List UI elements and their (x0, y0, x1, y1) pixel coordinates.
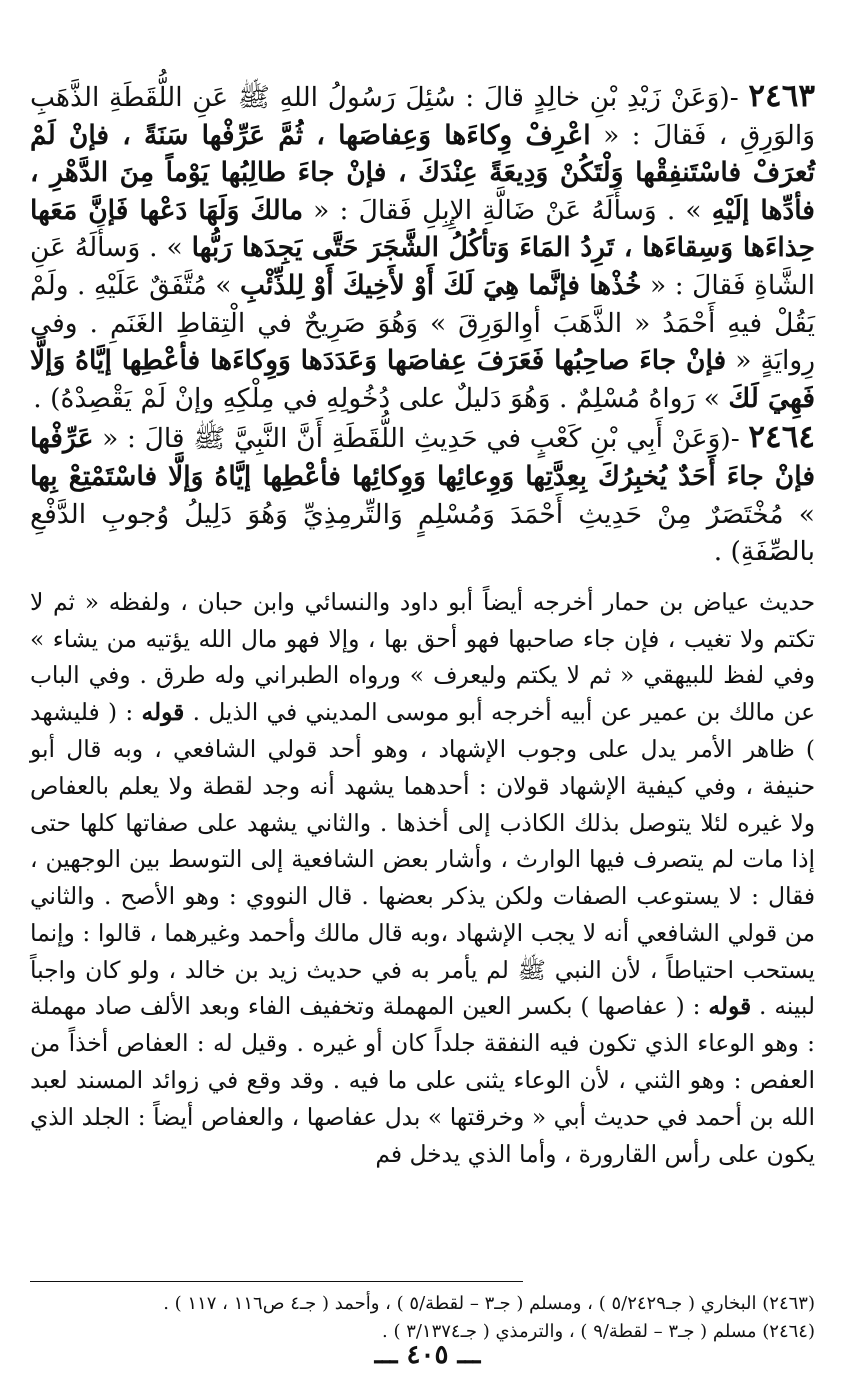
footnote-2463: (٢٤٦٣) البخاري ( جـ٥/٢٤٢٩ ) ، ومسلم ( جـ٣ – لقطة/٥ ) ، وأحمد ( جـ٤ ص١١٦ ، ١١٧ ) . (163, 1293, 815, 1314)
commentary-text: : ( فليشهد ) ظاهر الأمر يدل على وجوب الإشهاد ، وهو أحد قولي الشافعي ، وبه قال أبو حنيفة ، وفي كيفية الإشهاد قولان : أحدهما يشهد أنه وجد لقطة ولا يعلم بالعفاص ولا غيره لئلا يتوصل بذلك الكاذب إلى أخذها . والثاني يشهد على صفاتها كلها حتى إذا مات لم يتصرف فيها الوارث ، وأشار بعض الشافعية إلى التوسط بين الوجهين ، فقال : لا يستوعب الصفات ولكن يذكر بعضها . قال النووي : وهو الأصح . والثاني من قولي الشافعي أنه لا يجب الإشهاد ،وبه قال مالك وأحمد وغيرهما ، قالوا : وإنما يستحب احتياطاً ، لأن النبي ﷺ لم يأمر به في حديث زيد بن خالد ، ولو كان واجباً لبينه . (30, 699, 815, 1021)
hadith-2464 (30, 419, 815, 570)
hadith-quote: مالكَ وَلَهَا دَعْها فَإنَّ مَعَها حِذاءَها وَسِقاءَها ، تَرِدُ المَاءَ وَتأكُلُ الشَّجَرَ حَتَّى يَجِدَها رَبُّها (30, 194, 815, 264)
hadith-text: -(وَعَنْ زَيْدِ بْنِ خالِدٍ قالَ : سُئِلَ رَسُولُ اللهِ ﷺ عَنِ اللُّقَطَةِ الذَّهَبِ وَالوَرِقِ ، فَقالَ : « (30, 82, 815, 151)
commentary-keyword: قوله (141, 699, 185, 727)
footnote-divider (30, 1281, 523, 1282)
page-number: ـــ ٤٠٥ ـــ (374, 1340, 481, 1370)
hadith-text: -(وَعَنْ أَبِي بْنِ كَعْبٍ في حَدِيثِ اللُّقَطَةِ أَنَّ النَّبِيَّ ﷺ قالَ : « (93, 423, 749, 455)
hadith-text: » . وَسأَلَهُ عَنْ ضَالَّةِ الإِبِلِ فَقالَ : « (303, 194, 712, 226)
hadith-text: » مُتَّفَقٌ عَلَيْهِ . ولَمْ يَقُلْ فيهِ أَحْمَدُ « الذَّهَبَ أوِالوَرِقَ » وَهُوَ صَرِيحٌ في الْتِقاطِ الغَنَمِ . وفي رِوايَةٍ « (30, 269, 815, 377)
hadith-text: » رَواهُ مُسْلِمٌ . وَهُوَ دَليلٌ على دُخُولِهِ في مِلْكِهِ وإنْ لَمْ يَقْصِدْهُ) . (33, 382, 729, 414)
hadith-2463 (30, 78, 815, 417)
hadith-quote: خُذْها فإنَّما هِيَ لَكَ أَوْ لأَخِيكَ أَوْ لِلذِّئْبِ (240, 269, 642, 301)
footnote-2464: (٢٤٦٤) مسلم ( جـ٣ – لقطة/٩ ) ، والترمذي ( جـ٣/١٣٧٤ ) . (382, 1321, 815, 1342)
hadith-number: ٢٤٦٣ (748, 78, 815, 114)
commentary-text: حديث عياض بن حمار أخرجه أيضاً أبو داود والنسائي وابن حبان ، ولفظه « ثم لا تكتم ولا تغيب ، فإن جاء صاحبها فهو أحق بها ، وإلا فهو مال الله يؤتيه من يشاء » وفي لفظ للبيهقي « ثم لا يكتم وليعرف » ورواه الطبراني وله طرق . وفي الباب عن مالك بن عمير عن أبيه أخرجه أبو موسى المديني في الذيل . (30, 588, 815, 727)
hadith-number: ٢٤٦٤ (748, 419, 815, 456)
commentary-text: : ( عفاصها ) بكسر العين المهملة وتخفيف الفاء وبعد الألف صاد مهملة : وهو الوعاء الذي تكون فيه النفقة جلداً كان أو غيره . وقيل له : العفاص أخذاً من العفص : وهو الثني ، لأن الوعاء يثنى على ما فيه . وقد وقع في زوائد المسند لعبد الله بن أحمد في حديث أبي « وخرقتها » بدل عفاصها ، والعفاص أيضاً : الجلد الذي يكون على رأس القارورة ، وأما الذي يدخل فم (30, 993, 815, 1168)
commentary-keyword: قوله (708, 993, 752, 1021)
commentary (30, 585, 815, 1174)
hadith-quote: اعْرِفْ وِكاءَها وَعِفاصَها ، ثُمَّ عَرِّفْها سَنَةً ، فإنْ لَمْ تُعرَفْ فاسْتَنفِقْها وَلْتَكُنْ وَدِيعَةً عِنْدَكَ ، فإنْ جاءَ طالِبُها يَوْماً مِنَ الدَّهْرِ ، فأدِّها إلَيْهِ (30, 119, 815, 226)
hadith-quote: فإنْ جاءَ صاحِبُها فَعَرَفَ عِفاصَها وَعَدَدَها وَوِكاءَها فأعْطِها إيَّاهُ وَإلَّا فَهِيَ لَكَ (30, 345, 815, 414)
hadith-text: » . وَسأَلَهُ عَنِ الشَّاةِ فَقالَ : « (30, 232, 816, 301)
footnotes (30, 1290, 815, 1346)
hadith-text: » مُخْتَصَرٌ مِنْ حَدِيثِ أَحْمَدَ وَمُسْلِمٍ وَالتِّرمِذِيِّ وَهُوَ دَلِيلُ وُجوبِ الدَّفْعِ بالصِّفَةِ) . (30, 498, 815, 568)
hadith-quote: عَرِّفْها فإنْ جاءَ أَحَدٌ يُخبِرُكَ بِعِدَّتِها وَوِعائِها وَوِكائِها فأعْطِها إيَّاهُ وَإلَّا فاسْتَمْتِعْ بِها (30, 423, 815, 492)
